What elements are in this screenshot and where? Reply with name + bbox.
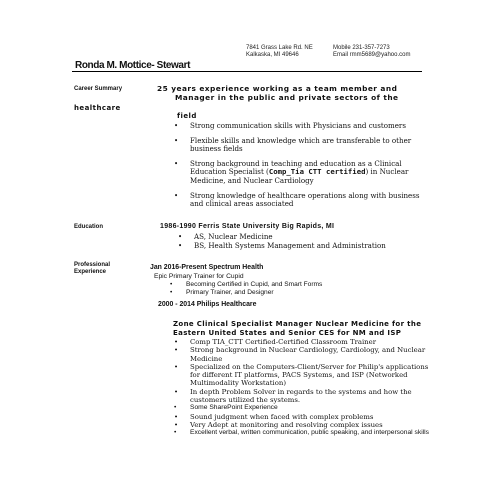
list-item: • Primary Trainer, and Designer bbox=[170, 289, 420, 297]
candidate-name: Ronda M. Mottice- Stewart bbox=[75, 60, 191, 71]
job2-title-line-2: Eastern United States and Senior CES for NM and ISP bbox=[173, 328, 402, 337]
bullet-text: Strong background in teaching and education as a Clinical Education Specialist ( bbox=[190, 158, 402, 177]
job2-title bbox=[173, 320, 433, 337]
job2-title-line-1: Zone Clinical Specialist Manager Nuclear Medicine for the bbox=[173, 320, 422, 328]
list-item: • Strong knowledge of healthcare operations along with business and clinical areas associated bbox=[174, 192, 430, 209]
job1-title: Epic Primary Trainer for Cupid bbox=[154, 273, 244, 280]
career-lead-line-1: 25 years experience working as a team member and bbox=[157, 84, 398, 93]
career-label-continuation: healthcare bbox=[74, 104, 121, 112]
address-line-1: 7841 Grass Lake Rd. NE bbox=[246, 45, 313, 51]
career-bullets bbox=[174, 122, 430, 215]
job1-list bbox=[170, 281, 420, 297]
job1-heading: Jan 2016-Present Spectrum Health bbox=[150, 264, 264, 271]
list-item: • Some SharePoint Experience bbox=[174, 404, 430, 412]
job2-list bbox=[174, 338, 430, 438]
job2-heading: 2000 - 2014 Philips Healthcare bbox=[158, 301, 257, 308]
list-item: • Strong background in Nuclear Cardiology, Cardiology, and Nuclear Medicine bbox=[174, 346, 430, 363]
header-divider bbox=[72, 71, 422, 72]
list-item bbox=[174, 160, 430, 186]
career-lead-line-2: Manager in the public and private sectors of the bbox=[175, 93, 399, 102]
list-item: • BS, Health Systems Management and Administration bbox=[178, 242, 428, 251]
list-item: • Very Adept at monitoring and resolving complex issues bbox=[174, 421, 430, 429]
address-block bbox=[246, 45, 313, 59]
career-lead-line-3: field bbox=[177, 112, 197, 120]
list-item: • Excellent verbal, written communication, public speaking, and interpersonal skills bbox=[174, 429, 430, 437]
experience-label-line-1: Professional bbox=[74, 262, 111, 268]
list-item: • In depth Problem Solver in regards to the systems and how the customers utilized the systems. bbox=[174, 388, 430, 405]
list-item: • Flexible skills and knowledge which are transferable to other business fields bbox=[174, 137, 430, 154]
education-heading: 1986-1990 Ferris State University Big Rapids, MI bbox=[160, 223, 335, 230]
phone-number: Mobile 231-357-7273 bbox=[333, 45, 390, 51]
certification-highlight: Comp_Tia CTT certified bbox=[268, 167, 366, 177]
bullet-text: ) in Nuclear Medicine, and Nuclear Cardiology bbox=[190, 167, 409, 185]
list-item: • Specialized on the Computers-Client/Server for Philip's applications for different IT platforms, PACS Systems, and ISP (Networked Multimodality Workstation) bbox=[174, 363, 430, 388]
experience-label-line-2: Experience bbox=[74, 269, 107, 275]
experience-label bbox=[74, 262, 110, 276]
email-address: Email rmm5689@yahoo.com bbox=[333, 52, 411, 58]
list-item: • Comp TIA_CTT Certified-Certified Classroom Trainer bbox=[174, 338, 430, 346]
list-item: • Sound judgment when faced with complex problems bbox=[174, 413, 430, 421]
education-list bbox=[178, 233, 428, 250]
list-item: • Becoming Certified in Cupid, and Smart Forms bbox=[170, 281, 420, 289]
contact-block bbox=[333, 45, 410, 59]
career-lead bbox=[157, 84, 425, 102]
address-line-2: Kalkaska, MI 49646 bbox=[246, 52, 299, 58]
education-label: Education bbox=[74, 224, 104, 230]
list-item: • AS, Nuclear Medicine bbox=[178, 233, 428, 242]
career-summary-label: Career Summary bbox=[74, 86, 123, 92]
list-item: • Strong communication skills with Physicians and customers bbox=[174, 122, 430, 131]
